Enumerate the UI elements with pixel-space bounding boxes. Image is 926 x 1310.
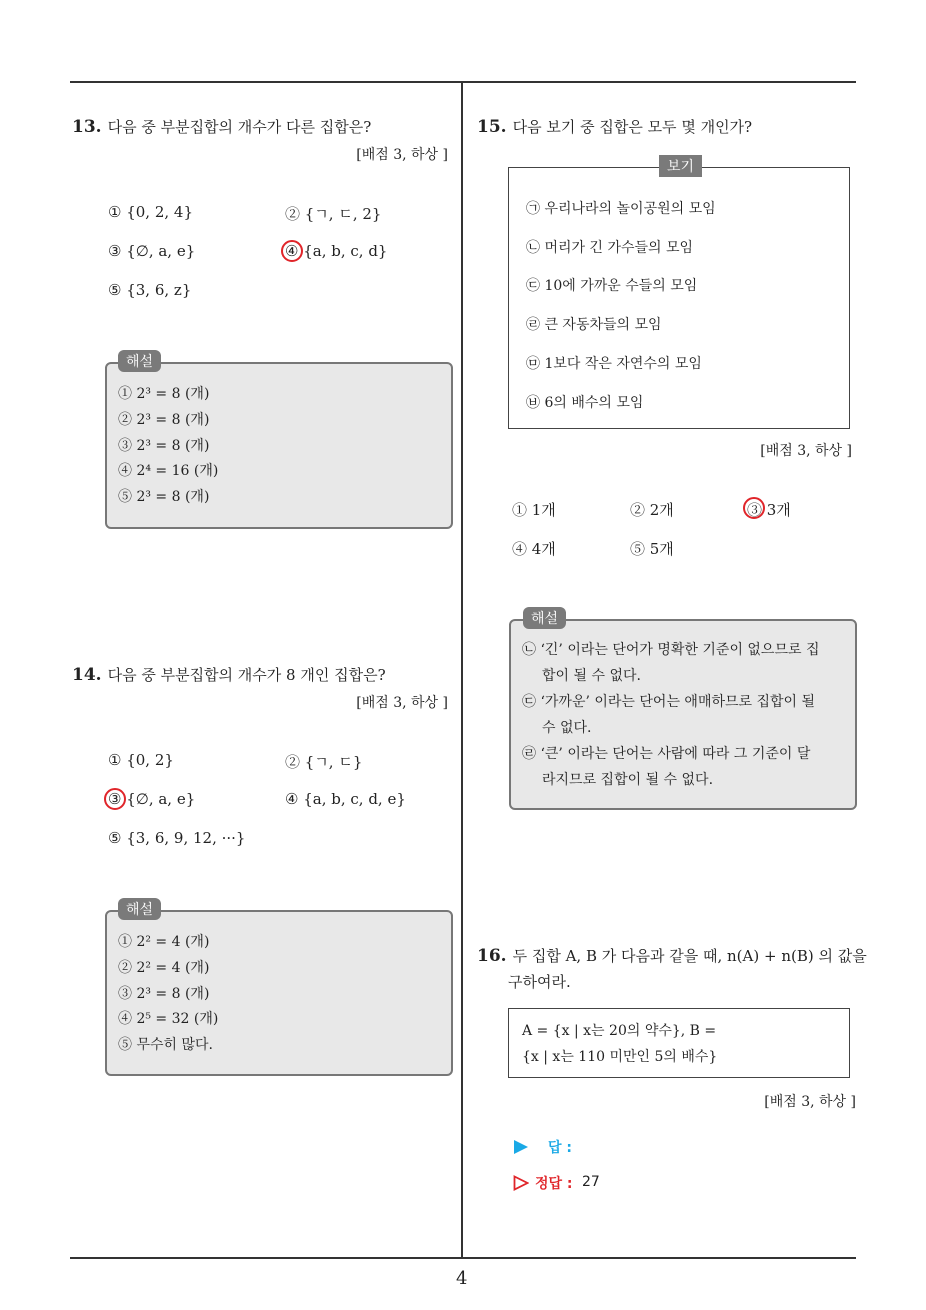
q16-text-line1: 두 집합 A, B 가 다음과 같을 때, n(A) + n(B) 의 값을 bbox=[512, 947, 867, 965]
q14-number: 14. bbox=[72, 665, 102, 685]
q14-choice-5[interactable]: ⑤ {3, 6, 9, 12, ···} bbox=[108, 829, 246, 847]
q15-bogi-item-4: ㉣ 큰 자동차들의 모임 bbox=[526, 317, 662, 333]
q13-choice-5[interactable]: ⑤ {3, 6, z} bbox=[108, 281, 192, 299]
q15-solution-line-1: ㉡ ‘긴’ 이라는 단어가 명확한 기준이 없으므로 집 bbox=[522, 642, 820, 658]
q15-solution-line-6: 라지므로 집합이 될 수 없다. bbox=[542, 772, 714, 788]
q15-solution-line-4: 수 없다. bbox=[542, 720, 592, 736]
q14-choice-4[interactable]: ④ {a, b, c, d, e} bbox=[285, 790, 406, 808]
q16-condition-box bbox=[508, 1008, 850, 1078]
q16-answer-label: 답 : bbox=[548, 1140, 572, 1156]
q15-text: 다음 보기 중 집합은 모두 몇 개인가? bbox=[512, 118, 753, 136]
q15-solution-line-3: ㉢ ‘가까운’ 이라는 단어는 애매하므로 집합이 될 bbox=[522, 694, 816, 710]
q15-choice-5[interactable]: ⑤ 5개 bbox=[630, 540, 674, 558]
q14-text: 다음 중 부분집합의 개수가 8 개인 집합은? bbox=[107, 666, 386, 684]
q16-condition-line-2: {x | x는 110 미만인 5의 배수} bbox=[522, 1049, 718, 1065]
q14-choice-3[interactable]: ③ {∅, a, e} bbox=[108, 790, 196, 808]
q13-solution-line-4: ④ 2⁴ = 16 (개) bbox=[118, 463, 219, 479]
q14-choice-2[interactable]: ② {ㄱ, ㄷ} bbox=[285, 753, 363, 771]
q14-meta: [배점 3, 하상 ] bbox=[356, 695, 448, 711]
q15-title bbox=[477, 116, 752, 138]
q14-choice-1[interactable]: ① {0, 2} bbox=[108, 751, 174, 769]
q13-meta: [배점 3, 하상 ] bbox=[356, 147, 448, 163]
q15-number: 15. bbox=[477, 117, 507, 137]
q15-bogi-item-3: ㉢ 10에 가까운 수들의 모임 bbox=[526, 278, 698, 294]
q15-bogi-tag: 보기 bbox=[659, 155, 702, 177]
q15-choice-1[interactable]: ① 1개 bbox=[512, 501, 556, 519]
q13-title bbox=[72, 116, 371, 138]
q15-solution-line-5: ㉣ ‘큰’ 이라는 단어는 사람에 따라 그 기준이 달 bbox=[522, 746, 811, 762]
answer-play-icon bbox=[513, 1139, 529, 1155]
q13-choice-1[interactable]: ① {0, 2, 4} bbox=[108, 203, 194, 221]
q14-title bbox=[72, 664, 386, 686]
q13-answer-circle-icon bbox=[281, 240, 303, 262]
q15-bogi-item-1: ㉠ 우리나라의 놀이공원의 모임 bbox=[526, 201, 716, 217]
q13-solution-line-5: ⑤ 2³ = 8 (개) bbox=[118, 489, 210, 505]
q13-solution-line-1: ① 2³ = 8 (개) bbox=[118, 386, 210, 402]
q13-text: 다음 중 부분집합의 개수가 다른 집합은? bbox=[107, 118, 372, 136]
q13-number: 13. bbox=[72, 117, 102, 137]
q13-solution-line-2: ② 2³ = 8 (개) bbox=[118, 412, 210, 428]
q14-answer-circle-icon bbox=[104, 788, 126, 810]
q15-meta: [배점 3, 하상 ] bbox=[760, 443, 852, 459]
q14-solution-line-4: ④ 2⁵ = 32 (개) bbox=[118, 1011, 219, 1027]
q13-solution-line-3: ③ 2³ = 8 (개) bbox=[118, 438, 210, 454]
q14-solution-line-3: ③ 2³ = 8 (개) bbox=[118, 986, 210, 1002]
q14-solution-line-1: ① 2² = 4 (개) bbox=[118, 934, 210, 950]
q16-correct-value: 27 bbox=[582, 1174, 600, 1190]
page-number: 4 bbox=[456, 1268, 468, 1289]
q15-solution-line-2: 합이 될 수 없다. bbox=[542, 668, 641, 684]
q16-meta: [배점 3, 하상 ] bbox=[764, 1094, 856, 1110]
q14-solution-line-5: ⑤ 무수히 많다. bbox=[118, 1037, 213, 1053]
q15-bogi-item-6: ㉥ 6의 배수의 모임 bbox=[526, 395, 644, 411]
bottom-rule bbox=[70, 1257, 856, 1259]
q16-condition-line-1: A = {x | x는 20의 약수}, B = bbox=[522, 1023, 717, 1039]
q15-bogi-item-5: ㉤ 1보다 작은 자연수의 모임 bbox=[526, 356, 702, 372]
correct-play-outline-icon bbox=[513, 1175, 529, 1191]
q15-choice-2[interactable]: ② 2개 bbox=[630, 501, 674, 519]
q15-bogi-item-2: ㉡ 머리가 긴 가수들의 모임 bbox=[526, 240, 694, 256]
q13-choice-3[interactable]: ③ {∅, a, e} bbox=[108, 242, 196, 260]
q16-number: 16. bbox=[477, 946, 507, 966]
q16-correct-label: 정답 : bbox=[535, 1176, 573, 1192]
q16-text-line2: 구하여라. bbox=[508, 973, 571, 991]
q15-answer-circle-icon bbox=[743, 497, 765, 519]
column-divider bbox=[461, 82, 463, 1258]
q13-choice-2[interactable]: ② {ㄱ, ㄷ, 2} bbox=[285, 205, 382, 223]
q15-solution-tag: 해설 bbox=[523, 607, 566, 629]
q15-choice-4[interactable]: ④ 4개 bbox=[512, 540, 556, 558]
q16-title bbox=[477, 945, 867, 967]
top-rule bbox=[70, 81, 856, 83]
q13-choice-4[interactable]: ④ {a, b, c, d} bbox=[285, 242, 388, 260]
q13-solution-tag: 해설 bbox=[118, 350, 161, 372]
q15-choice-3[interactable]: ③ 3개 bbox=[747, 501, 791, 519]
q16-answer-input[interactable] bbox=[585, 1135, 825, 1157]
q14-solution-line-2: ② 2² = 4 (개) bbox=[118, 960, 210, 976]
q14-solution-tag: 해설 bbox=[118, 898, 161, 920]
